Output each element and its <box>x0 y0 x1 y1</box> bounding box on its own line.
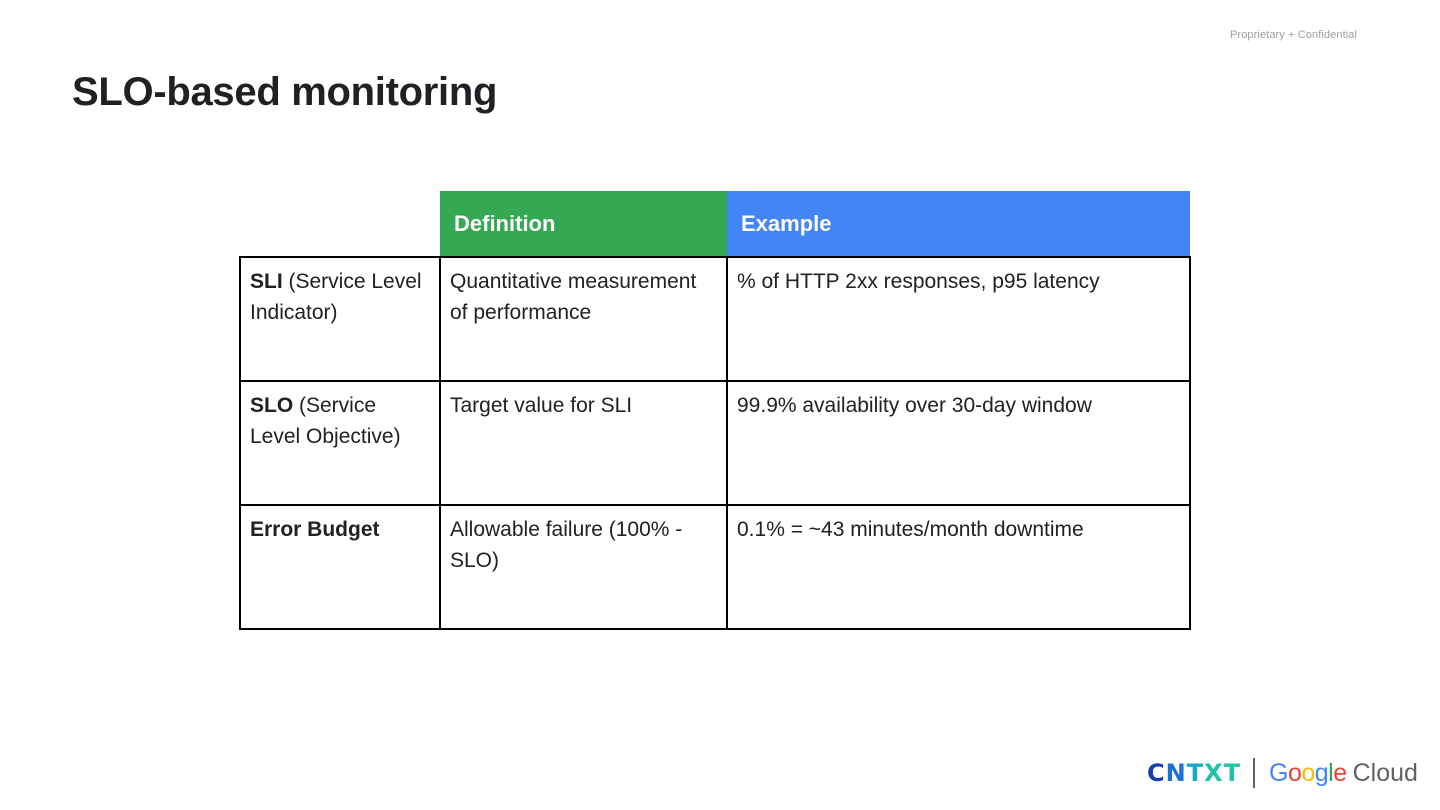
term-description: (Service Level Indicator) <box>250 270 422 324</box>
confidential-label: Proprietary + Confidential <box>1230 29 1358 41</box>
term-description: (Service Level Objective) <box>250 394 401 448</box>
term-name: SLO <box>250 394 294 417</box>
google-logo: Google <box>1268 758 1347 787</box>
term-name: SLI <box>250 270 283 293</box>
term-name: Error Budget <box>250 518 380 541</box>
table-row <box>240 257 1190 381</box>
logo-divider <box>1253 758 1255 788</box>
page-title: SLO-based monitoring <box>72 70 498 114</box>
header-example: Example <box>727 191 1190 257</box>
term-cell <box>240 505 440 629</box>
term-cell <box>240 381 440 505</box>
footer-logos <box>1147 756 1418 790</box>
definition-cell: Target value for SLI <box>440 381 727 505</box>
table-row <box>240 505 1190 629</box>
google-cloud-label: Cloud <box>1352 758 1418 787</box>
cntxt-logo: CNTXT <box>1147 759 1241 787</box>
table-row <box>240 381 1190 505</box>
example-cell: 99.9% availability over 30-day window <box>727 381 1190 505</box>
example-cell: % of HTTP 2xx responses, p95 latency <box>727 257 1190 381</box>
example-cell: 0.1% = ~43 minutes/month downtime <box>727 505 1190 629</box>
definition-cell: Quantitative measurement of performance <box>440 257 727 381</box>
header-blank-cell <box>240 191 440 257</box>
header-definition: Definition <box>440 191 727 257</box>
slo-table <box>239 191 1191 630</box>
table-header-row <box>240 191 1190 257</box>
term-cell <box>240 257 440 381</box>
definition-cell: Allowable failure (100% - SLO) <box>440 505 727 629</box>
